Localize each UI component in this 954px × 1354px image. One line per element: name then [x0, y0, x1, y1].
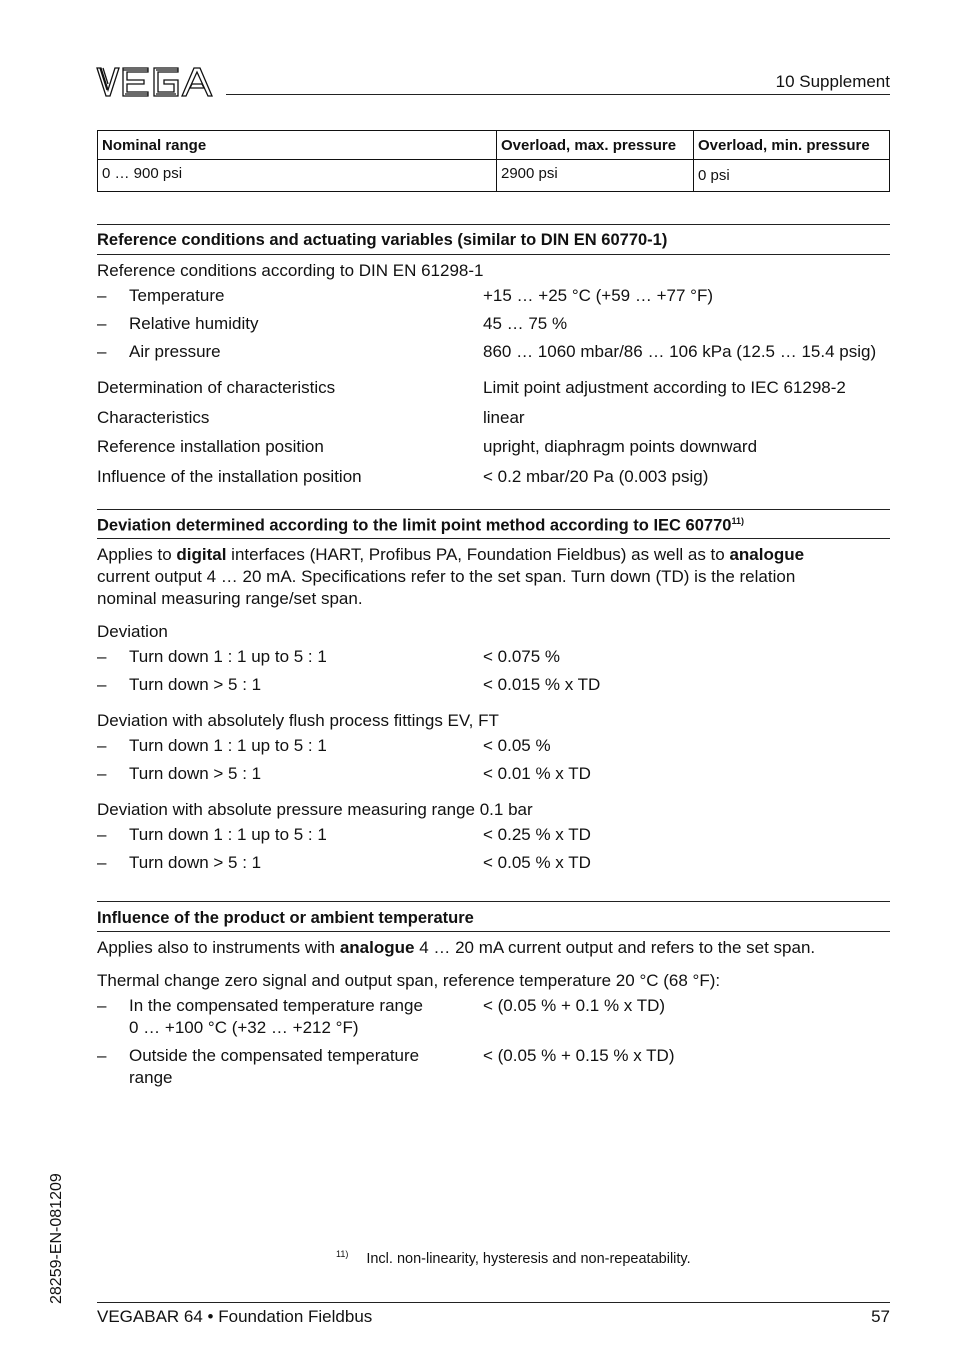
list-dash: – [97, 342, 107, 361]
section-rule [97, 509, 890, 510]
condition-value: +15 … +25 °C (+59 … +77 °F) [483, 286, 713, 305]
list-dash: – [97, 675, 107, 694]
list-dash: – [97, 314, 107, 333]
section-rule [97, 224, 890, 225]
footnote-text: Incl. non-linearity, hysteresis and non-repeatability. [366, 1250, 691, 1267]
bold-text: analogue [729, 545, 805, 564]
condition-value: 45 … 75 % [483, 314, 568, 333]
header-rule [226, 94, 890, 95]
table-header-overload-max: Overload, max. pressure [497, 131, 694, 160]
deviation-row-label: Turn down 1 : 1 up to 5 : 1 [129, 825, 327, 844]
bold-text: analogue [339, 938, 415, 957]
temperature-paragraph [97, 937, 890, 959]
deviation-group-heading: Deviation with absolutely flush process fittings EV, FT [97, 711, 499, 730]
property-label: Determination of characteristics [97, 378, 336, 397]
deviation-title-text: Deviation determined according to the limit point method according to IEC 60770 [97, 516, 732, 535]
list-dash: – [97, 764, 107, 783]
deviation-row-label: Turn down > 5 : 1 [129, 853, 262, 872]
temperature-row-label [129, 1045, 419, 1089]
list-dash: – [97, 647, 107, 666]
text-run: Applies to [97, 545, 177, 564]
property-label: Reference installation position [97, 437, 324, 456]
temperature-row-value: < (0.05 % + 0.15 % x TD) [483, 1046, 675, 1065]
list-dash: – [97, 996, 107, 1015]
header-section-label: 10 Supplement [775, 72, 890, 91]
footer-product: VEGABAR 64 • Foundation Fieldbus [97, 1307, 373, 1326]
table-header-row [98, 131, 890, 160]
document-code: 28259-EN-081209 [48, 1173, 65, 1304]
property-value: linear [483, 408, 525, 427]
list-dash: – [97, 736, 107, 755]
temperature-row-value: < (0.05 % + 0.1 % x TD) [483, 996, 666, 1015]
property-value: Limit point adjustment according to IEC 61298-2 [483, 378, 846, 397]
deviation-row-label: Turn down > 5 : 1 [129, 764, 262, 783]
text-run: 4 … 20 mA current output and refers to the set span. [414, 938, 816, 957]
bold-text: digital [176, 545, 227, 564]
list-dash: – [97, 853, 107, 872]
deviation-row-value: < 0.01 % x TD [483, 764, 591, 783]
paragraph-line: current output 4 … 20 mA. Specifications refer to the set span. Turn down (TD) is the relation [97, 567, 796, 586]
condition-value: 860 … 1060 mbar/86 … 106 kPa (12.5 … 15.4 psig) [483, 342, 877, 361]
paragraph-line: nominal measuring range/set span. [97, 589, 363, 608]
table-header-overload-min: Overload, min. pressure [694, 131, 890, 160]
footnote [336, 1249, 691, 1267]
label-line: range [129, 1068, 173, 1087]
table-cell: 2900 psi [497, 160, 694, 192]
deviation-row-label: Turn down 1 : 1 up to 5 : 1 [129, 736, 327, 755]
deviation-row-value: < 0.25 % x TD [483, 825, 591, 844]
deviation-row-value: < 0.05 % x TD [483, 853, 591, 872]
deviation-row-label: Turn down > 5 : 1 [129, 675, 262, 694]
deviation-row-value: < 0.015 % x TD [483, 675, 601, 694]
condition-label: Temperature [129, 286, 225, 305]
section-rule [97, 538, 890, 539]
condition-label: Air pressure [129, 342, 221, 361]
reference-intro: Reference conditions according to DIN EN 61298-1 [97, 261, 484, 280]
section-rule [97, 254, 890, 255]
table-row [98, 160, 890, 192]
footer-rule [97, 1302, 890, 1303]
reference-section-title: Reference conditions and actuating variables (similar to DIN EN 60770-1) [97, 231, 668, 249]
deviation-group-heading: Deviation with absolute pressure measuring range 0.1 bar [97, 800, 533, 819]
deviation-row-label: Turn down 1 : 1 up to 5 : 1 [129, 647, 327, 666]
deviation-group-heading: Deviation [97, 622, 168, 641]
page-number: 57 [871, 1307, 890, 1326]
label-line: 0 … +100 °C (+32 … +212 °F) [129, 1018, 359, 1037]
footnote-marker: 11) [336, 1249, 349, 1259]
text-run: Applies also to instruments with [97, 938, 340, 957]
text-run: interfaces (HART, Profibus PA, Foundation Fieldbus) as well as to [226, 545, 730, 564]
condition-label: Relative humidity [129, 314, 259, 333]
property-label: Influence of the installation position [97, 467, 362, 486]
property-value: upright, diaphragm points downward [483, 437, 758, 456]
list-dash: – [97, 825, 107, 844]
footnote-ref: 11) [731, 516, 744, 526]
deviation-row-value: < 0.075 % [483, 647, 561, 666]
temperature-row-label [129, 995, 423, 1039]
deviation-section-title [97, 516, 744, 536]
label-line: In the compensated temperature range [129, 996, 423, 1015]
list-dash: – [97, 286, 107, 305]
property-value: < 0.2 mbar/20 Pa (0.003 psig) [483, 467, 709, 486]
temperature-section-title: Influence of the product or ambient temperature [97, 909, 474, 927]
paragraph-line [97, 544, 890, 566]
section-rule [97, 901, 890, 902]
table-cell: 0 … 900 psi [98, 160, 497, 192]
table-header-nominal-range: Nominal range [98, 131, 497, 160]
vega-logo [96, 66, 214, 98]
list-dash: – [97, 1046, 107, 1065]
label-line: Outside the compensated temperature [129, 1046, 420, 1065]
section-rule [97, 931, 890, 932]
property-label: Characteristics [97, 408, 210, 427]
deviation-paragraph [97, 544, 890, 610]
deviation-row-value: < 0.05 % [483, 736, 551, 755]
temperature-intro: Thermal change zero signal and output span, reference temperature 20 °C (68 °F): [97, 971, 721, 990]
pressure-table [97, 130, 890, 192]
table-cell: 0 psi [694, 160, 890, 192]
